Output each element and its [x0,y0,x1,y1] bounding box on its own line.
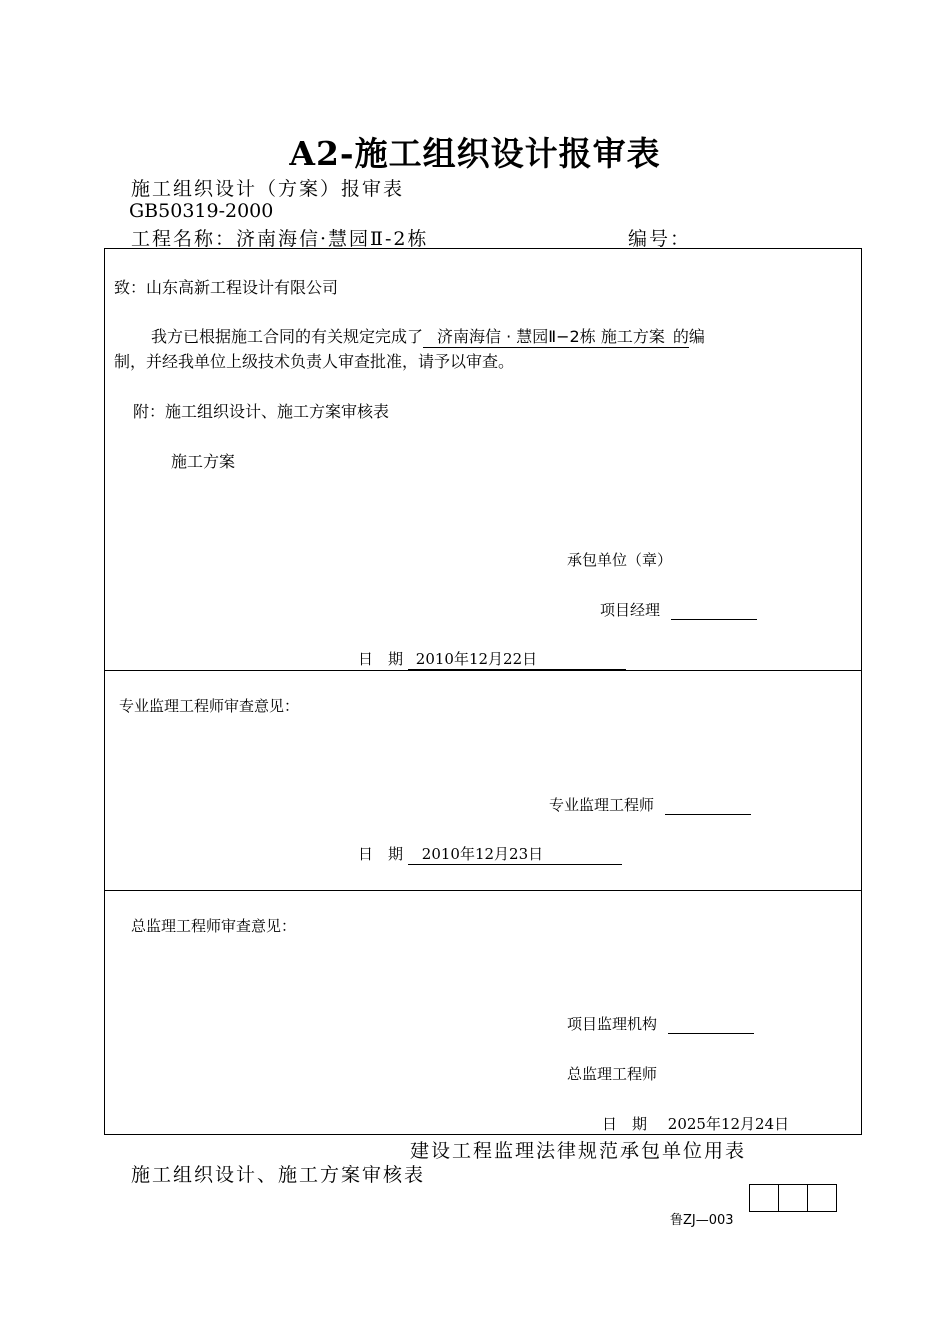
number-label: 编号： [628,228,692,250]
next-form-title: 施工组织设计、施工方案审核表 [131,1164,426,1186]
page-title: A2-施工组织设计报审表 [289,134,661,173]
date-row-2 [358,843,622,865]
serial-number-boxes[interactable] [750,1184,837,1212]
supervision-org-line[interactable] [668,1019,754,1034]
date-row-3 [602,1113,818,1135]
chief-engineer-label: 总监理工程师 [567,1065,658,1083]
date-row-1 [358,648,626,670]
specialist-signature-line[interactable] [665,800,751,815]
specialist-review-section [104,669,862,891]
submission-line1 [151,324,705,348]
addressee: 致：山东高新工程设计有限公司 [114,278,339,297]
footer-note: 建设工程监理法律规范承包单位用表 [410,1140,747,1162]
form-code: 鲁ZJ—003 [670,1213,734,1228]
project-name: 工程名称：济南海信·慧园Ⅱ-2栋 [131,228,429,250]
specialist-opinion-label: 专业监理工程师审查意见： [119,697,300,715]
subtitle: 施工组织设计（方案）报审表 [131,178,405,200]
chief-opinion-label: 总监理工程师审查意见： [131,917,297,935]
date-label: 日 期 [358,845,404,863]
submission-line2: 制，并经我单位上级技术负责人审查批准，请予以审查。 [114,352,515,371]
specialist-engineer-label: 专业监理工程师 [549,796,655,814]
body-suffix-underlined: 的 [672,327,689,346]
project-manager-row [600,599,757,620]
date-value: 2010年12月23日 [408,843,622,865]
specialist-engineer-row [549,794,751,815]
attachment-2: 施工方案 [171,452,236,471]
date-label: 日 期 [358,650,404,668]
project-plan-fill: 济南海信 · 慧园Ⅱ−2栋 施工方案 的 [423,324,689,348]
chief-review-section [104,890,862,1135]
supervision-org-label: 项目监理机构 [567,1015,658,1033]
body-prefix: 我方已根据施工合同的有关规定完成了 [151,327,424,346]
date-label: 日 期 [602,1115,648,1133]
standard-code: GB50319-2000 [129,200,274,222]
project-manager-label: 项目经理 [600,601,661,619]
date-value: 2025年12月24日 [652,1113,818,1135]
project-manager-signature-line[interactable] [671,605,757,620]
body-suffix: 编 [688,327,705,346]
supervision-org-row [567,1013,754,1034]
date-value: 2010年12月22日 [408,648,626,670]
attachment-1: 附：施工组织设计、施工方案审核表 [133,402,390,421]
contractor-seal-label: 承包单位（章） [567,551,673,569]
contractor-section [104,248,862,671]
